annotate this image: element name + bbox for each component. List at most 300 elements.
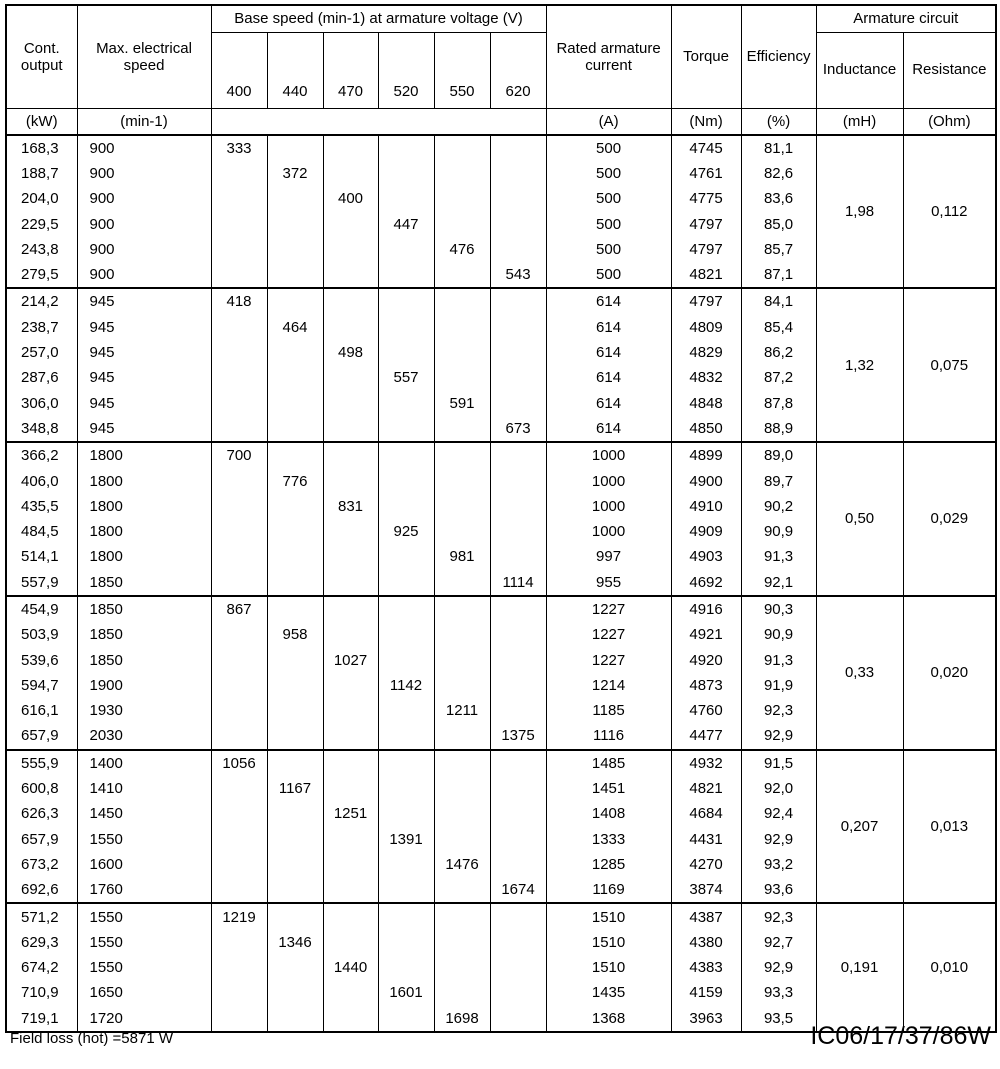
- unit-efficiency: (%): [741, 108, 816, 135]
- cell-inductance: 1,32: [816, 288, 903, 442]
- cell-rated-current: 614: [546, 390, 671, 415]
- cell-efficiency: 92,3: [741, 698, 816, 723]
- cell-empty: [211, 186, 267, 211]
- cell-empty: [490, 852, 546, 877]
- cell-torque: 4797: [671, 288, 741, 314]
- document-code: IC06/17/37/86W: [810, 1022, 991, 1050]
- cell-rated-current: 1510: [546, 930, 671, 955]
- cell-empty: [211, 698, 267, 723]
- cell-empty: [434, 596, 490, 622]
- cell-base-speed: 1211: [434, 698, 490, 723]
- cell-empty: [323, 903, 378, 929]
- cell-empty: [434, 340, 490, 365]
- cell-max-speed: 945: [77, 365, 211, 390]
- cell-empty: [267, 186, 323, 211]
- cell-empty: [211, 1006, 267, 1032]
- cell-empty: [490, 211, 546, 236]
- cell-empty: [434, 801, 490, 826]
- cell-base-speed: 1375: [490, 723, 546, 749]
- cell-rated-current: 1451: [546, 776, 671, 801]
- cell-empty: [211, 801, 267, 826]
- cell-empty: [378, 903, 434, 929]
- cell-output: 204,0: [6, 186, 77, 211]
- cell-rated-current: 500: [546, 211, 671, 236]
- cell-torque: 4760: [671, 698, 741, 723]
- cell-max-speed: 900: [77, 211, 211, 236]
- cell-empty: [323, 135, 378, 161]
- header-voltage: 470: [323, 32, 378, 108]
- cell-max-speed: 900: [77, 262, 211, 288]
- cell-output: 616,1: [6, 698, 77, 723]
- cell-output: 674,2: [6, 955, 77, 980]
- header-resistance: Resistance: [903, 32, 996, 108]
- cell-empty: [267, 596, 323, 622]
- cell-empty: [434, 903, 490, 929]
- cell-empty: [211, 237, 267, 262]
- cell-torque: 4383: [671, 955, 741, 980]
- cell-base-speed: 1440: [323, 955, 378, 980]
- unit-resistance: (Ohm): [903, 108, 996, 135]
- cell-empty: [490, 827, 546, 852]
- cell-torque: 4821: [671, 776, 741, 801]
- cell-efficiency: 92,1: [741, 570, 816, 596]
- cell-empty: [490, 519, 546, 544]
- cell-base-speed: 557: [378, 365, 434, 390]
- header-voltage: 400: [211, 32, 267, 108]
- cell-max-speed: 1550: [77, 827, 211, 852]
- cell-empty: [434, 519, 490, 544]
- cell-base-speed: 400: [323, 186, 378, 211]
- cell-empty: [211, 519, 267, 544]
- cell-max-speed: 1800: [77, 468, 211, 493]
- cell-max-speed: 1400: [77, 750, 211, 776]
- cell-torque: 4829: [671, 340, 741, 365]
- cell-base-speed: 1476: [434, 852, 490, 877]
- cell-rated-current: 1000: [546, 519, 671, 544]
- cell-empty: [378, 596, 434, 622]
- table-row: [6, 750, 996, 776]
- cell-empty: [490, 955, 546, 980]
- cell-empty: [434, 622, 490, 647]
- cell-efficiency: 87,2: [741, 365, 816, 390]
- cell-empty: [323, 750, 378, 776]
- cell-rated-current: 1214: [546, 673, 671, 698]
- cell-efficiency: 90,2: [741, 494, 816, 519]
- cell-efficiency: 91,3: [741, 647, 816, 672]
- cell-output: 243,8: [6, 237, 77, 262]
- row-group: [6, 596, 996, 750]
- cell-rated-current: 1185: [546, 698, 671, 723]
- cell-efficiency: 86,2: [741, 340, 816, 365]
- cell-torque: 3963: [671, 1006, 741, 1032]
- cell-base-speed: 1391: [378, 827, 434, 852]
- cell-empty: [378, 801, 434, 826]
- cell-empty: [490, 468, 546, 493]
- table-header: [6, 5, 996, 135]
- cell-empty: [211, 776, 267, 801]
- cell-efficiency: 92,9: [741, 723, 816, 749]
- cell-output: 539,6: [6, 647, 77, 672]
- cell-base-speed: 1027: [323, 647, 378, 672]
- cell-efficiency: 84,1: [741, 288, 816, 314]
- header-max-speed: Max. electrical speed: [77, 5, 211, 108]
- cell-empty: [267, 903, 323, 929]
- cell-output: 214,2: [6, 288, 77, 314]
- cell-max-speed: 900: [77, 135, 211, 161]
- cell-empty: [267, 494, 323, 519]
- cell-empty: [378, 1006, 434, 1032]
- cell-torque: 4900: [671, 468, 741, 493]
- cell-empty: [211, 622, 267, 647]
- cell-empty: [267, 955, 323, 980]
- cell-max-speed: 945: [77, 390, 211, 415]
- cell-empty: [211, 852, 267, 877]
- header-base-speed: Base speed (min-1) at armature voltage (V): [211, 5, 546, 32]
- cell-empty: [434, 288, 490, 314]
- cell-empty: [323, 161, 378, 186]
- cell-base-speed: 700: [211, 442, 267, 468]
- cell-empty: [434, 570, 490, 596]
- cell-rated-current: 1227: [546, 647, 671, 672]
- unit-base-speed: [211, 108, 546, 135]
- cell-output: 719,1: [6, 1006, 77, 1032]
- cell-empty: [378, 468, 434, 493]
- cell-empty: [434, 315, 490, 340]
- cell-empty: [378, 390, 434, 415]
- cell-empty: [211, 723, 267, 749]
- cell-torque: 4692: [671, 570, 741, 596]
- cell-empty: [267, 877, 323, 903]
- cell-rated-current: 1485: [546, 750, 671, 776]
- cell-empty: [323, 570, 378, 596]
- cell-empty: [323, 468, 378, 493]
- cell-empty: [323, 877, 378, 903]
- cell-empty: [211, 647, 267, 672]
- cell-empty: [490, 237, 546, 262]
- cell-base-speed: 1114: [490, 570, 546, 596]
- header-rated-current: Rated armature current: [546, 5, 671, 108]
- cell-empty: [211, 570, 267, 596]
- cell-rated-current: 614: [546, 416, 671, 442]
- cell-output: 571,2: [6, 903, 77, 929]
- cell-efficiency: 93,2: [741, 852, 816, 877]
- cell-base-speed: 464: [267, 315, 323, 340]
- cell-max-speed: 900: [77, 237, 211, 262]
- cell-efficiency: 91,9: [741, 673, 816, 698]
- cell-efficiency: 83,6: [741, 186, 816, 211]
- cell-rated-current: 500: [546, 135, 671, 161]
- cell-empty: [211, 390, 267, 415]
- cell-output: 673,2: [6, 852, 77, 877]
- cell-empty: [434, 262, 490, 288]
- cell-torque: 4745: [671, 135, 741, 161]
- cell-empty: [434, 723, 490, 749]
- cell-empty: [267, 211, 323, 236]
- cell-empty: [267, 827, 323, 852]
- cell-output: 406,0: [6, 468, 77, 493]
- cell-empty: [378, 930, 434, 955]
- cell-rated-current: 1227: [546, 596, 671, 622]
- cell-empty: [434, 776, 490, 801]
- table-row: [6, 135, 996, 161]
- row-group: [6, 442, 996, 596]
- cell-empty: [323, 288, 378, 314]
- cell-empty: [490, 622, 546, 647]
- cell-empty: [490, 161, 546, 186]
- cell-rated-current: 1169: [546, 877, 671, 903]
- cell-torque: 4832: [671, 365, 741, 390]
- cell-max-speed: 1720: [77, 1006, 211, 1032]
- cell-empty: [323, 698, 378, 723]
- cell-max-speed: 1550: [77, 955, 211, 980]
- cell-empty: [211, 544, 267, 569]
- cell-efficiency: 90,9: [741, 622, 816, 647]
- cell-output: 366,2: [6, 442, 77, 468]
- cell-output: 484,5: [6, 519, 77, 544]
- table-row: [6, 596, 996, 622]
- cell-empty: [434, 494, 490, 519]
- cell-rated-current: 1333: [546, 827, 671, 852]
- cell-empty: [434, 827, 490, 852]
- cell-empty: [323, 673, 378, 698]
- cell-empty: [490, 647, 546, 672]
- cell-empty: [267, 544, 323, 569]
- cell-base-speed: 867: [211, 596, 267, 622]
- cell-efficiency: 85,0: [741, 211, 816, 236]
- cell-output: 629,3: [6, 930, 77, 955]
- cell-empty: [434, 673, 490, 698]
- motor-rating-table: [5, 4, 997, 1033]
- cell-empty: [490, 544, 546, 569]
- header-voltage: 520: [378, 32, 434, 108]
- cell-torque: 4899: [671, 442, 741, 468]
- cell-rated-current: 1510: [546, 955, 671, 980]
- cell-max-speed: 1850: [77, 596, 211, 622]
- cell-empty: [490, 365, 546, 390]
- unit-rated-current: (A): [546, 108, 671, 135]
- cell-max-speed: 1600: [77, 852, 211, 877]
- spec-sheet: [5, 4, 995, 1027]
- cell-base-speed: 925: [378, 519, 434, 544]
- cell-empty: [211, 494, 267, 519]
- cell-base-speed: 1346: [267, 930, 323, 955]
- cell-torque: 4920: [671, 647, 741, 672]
- cell-rated-current: 1000: [546, 494, 671, 519]
- cell-empty: [267, 698, 323, 723]
- cell-efficiency: 91,5: [741, 750, 816, 776]
- cell-empty: [490, 903, 546, 929]
- cell-empty: [434, 980, 490, 1005]
- cell-empty: [267, 519, 323, 544]
- cell-empty: [378, 852, 434, 877]
- cell-max-speed: 1900: [77, 673, 211, 698]
- cell-rated-current: 997: [546, 544, 671, 569]
- cell-rated-current: 1116: [546, 723, 671, 749]
- cell-empty: [490, 801, 546, 826]
- cell-empty: [211, 980, 267, 1005]
- cell-torque: 4916: [671, 596, 741, 622]
- header-efficiency: Efficiency: [741, 5, 816, 108]
- cell-base-speed: 1251: [323, 801, 378, 826]
- cell-empty: [434, 468, 490, 493]
- cell-empty: [434, 161, 490, 186]
- cell-empty: [267, 262, 323, 288]
- cell-empty: [211, 416, 267, 442]
- cell-efficiency: 93,3: [741, 980, 816, 1005]
- cell-efficiency: 93,6: [741, 877, 816, 903]
- cell-empty: [267, 390, 323, 415]
- cell-empty: [378, 750, 434, 776]
- cell-empty: [434, 442, 490, 468]
- cell-empty: [490, 390, 546, 415]
- cell-empty: [378, 776, 434, 801]
- cell-empty: [490, 135, 546, 161]
- cell-empty: [267, 673, 323, 698]
- cell-empty: [378, 955, 434, 980]
- cell-rated-current: 614: [546, 288, 671, 314]
- cell-efficiency: 92,3: [741, 903, 816, 929]
- cell-max-speed: 945: [77, 288, 211, 314]
- cell-max-speed: 1930: [77, 698, 211, 723]
- cell-base-speed: 981: [434, 544, 490, 569]
- table-row: [6, 288, 996, 314]
- cell-rated-current: 500: [546, 237, 671, 262]
- cell-rated-current: 1368: [546, 1006, 671, 1032]
- cell-base-speed: 776: [267, 468, 323, 493]
- cell-max-speed: 900: [77, 161, 211, 186]
- cell-empty: [211, 877, 267, 903]
- cell-base-speed: 1142: [378, 673, 434, 698]
- cell-empty: [434, 211, 490, 236]
- cell-empty: [434, 955, 490, 980]
- cell-max-speed: 1850: [77, 647, 211, 672]
- cell-max-speed: 1800: [77, 494, 211, 519]
- cell-empty: [323, 262, 378, 288]
- cell-empty: [434, 647, 490, 672]
- cell-efficiency: 92,7: [741, 930, 816, 955]
- cell-empty: [267, 442, 323, 468]
- cell-rated-current: 614: [546, 365, 671, 390]
- header-voltage: 550: [434, 32, 490, 108]
- cell-output: 454,9: [6, 596, 77, 622]
- cell-empty: [378, 315, 434, 340]
- cell-rated-current: 955: [546, 570, 671, 596]
- cell-max-speed: 1450: [77, 801, 211, 826]
- cell-empty: [211, 955, 267, 980]
- cell-efficiency: 91,3: [741, 544, 816, 569]
- cell-torque: 4797: [671, 211, 741, 236]
- cell-output: 188,7: [6, 161, 77, 186]
- cell-empty: [378, 237, 434, 262]
- cell-rated-current: 1227: [546, 622, 671, 647]
- cell-efficiency: 92,0: [741, 776, 816, 801]
- cell-resistance: 0,112: [903, 135, 996, 289]
- cell-empty: [490, 596, 546, 622]
- cell-empty: [490, 442, 546, 468]
- cell-efficiency: 88,9: [741, 416, 816, 442]
- field-loss-note: Field loss (hot) =5871 W: [10, 1030, 173, 1047]
- cell-torque: 4761: [671, 161, 741, 186]
- cell-torque: 4477: [671, 723, 741, 749]
- cell-empty: [323, 1006, 378, 1032]
- cell-empty: [378, 698, 434, 723]
- cell-empty: [323, 544, 378, 569]
- cell-torque: 4797: [671, 237, 741, 262]
- cell-output: 600,8: [6, 776, 77, 801]
- cell-empty: [378, 723, 434, 749]
- cell-empty: [490, 186, 546, 211]
- cell-empty: [323, 776, 378, 801]
- cell-torque: 4910: [671, 494, 741, 519]
- cell-torque: 4848: [671, 390, 741, 415]
- cell-base-speed: 372: [267, 161, 323, 186]
- header-torque: Torque: [671, 5, 741, 108]
- cell-resistance: 0,010: [903, 903, 996, 1031]
- cell-empty: [267, 801, 323, 826]
- cell-empty: [323, 596, 378, 622]
- cell-output: 257,0: [6, 340, 77, 365]
- cell-empty: [434, 135, 490, 161]
- cell-empty: [378, 647, 434, 672]
- cell-base-speed: 498: [323, 340, 378, 365]
- cell-torque: 4270: [671, 852, 741, 877]
- cell-empty: [490, 698, 546, 723]
- cell-empty: [490, 776, 546, 801]
- cell-empty: [378, 877, 434, 903]
- cell-empty: [323, 723, 378, 749]
- cell-torque: 4932: [671, 750, 741, 776]
- cell-output: 555,9: [6, 750, 77, 776]
- cell-empty: [378, 135, 434, 161]
- cell-empty: [378, 262, 434, 288]
- cell-empty: [211, 365, 267, 390]
- cell-empty: [490, 315, 546, 340]
- cell-empty: [323, 442, 378, 468]
- cell-empty: [378, 288, 434, 314]
- cell-empty: [434, 365, 490, 390]
- cell-efficiency: 82,6: [741, 161, 816, 186]
- cell-empty: [211, 262, 267, 288]
- cell-torque: 4809: [671, 315, 741, 340]
- cell-efficiency: 85,7: [741, 237, 816, 262]
- cell-torque: 4909: [671, 519, 741, 544]
- cell-efficiency: 93,5: [741, 1006, 816, 1032]
- cell-empty: [267, 723, 323, 749]
- cell-rated-current: 1285: [546, 852, 671, 877]
- cell-rated-current: 500: [546, 262, 671, 288]
- cell-rated-current: 614: [546, 340, 671, 365]
- header-voltage: 440: [267, 32, 323, 108]
- cell-output: 435,5: [6, 494, 77, 519]
- cell-empty: [378, 186, 434, 211]
- cell-efficiency: 89,7: [741, 468, 816, 493]
- cell-inductance: 0,191: [816, 903, 903, 1031]
- cell-empty: [434, 930, 490, 955]
- cell-empty: [490, 340, 546, 365]
- cell-torque: 4921: [671, 622, 741, 647]
- cell-empty: [434, 186, 490, 211]
- cell-inductance: 1,98: [816, 135, 903, 289]
- cell-resistance: 0,013: [903, 750, 996, 904]
- cell-torque: 4850: [671, 416, 741, 442]
- cell-max-speed: 945: [77, 340, 211, 365]
- cell-inductance: 0,33: [816, 596, 903, 750]
- cell-output: 657,9: [6, 827, 77, 852]
- header-cont-output: Cont. output: [6, 5, 77, 108]
- cell-empty: [323, 390, 378, 415]
- cell-rated-current: 614: [546, 315, 671, 340]
- cell-output: 657,9: [6, 723, 77, 749]
